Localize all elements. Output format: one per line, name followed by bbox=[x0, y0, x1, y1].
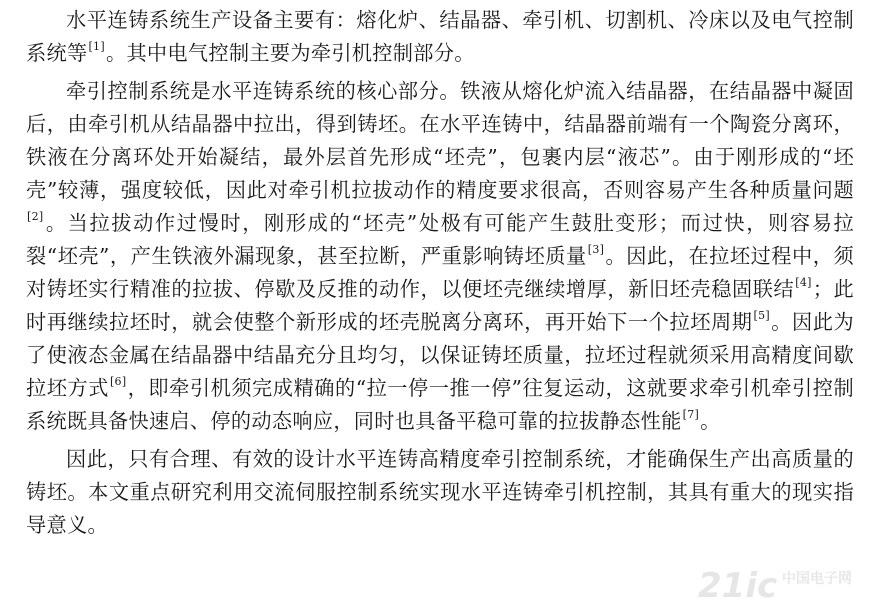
paragraph-text: 因此，只有合理、有效的设计水平连铸高精度牵引控制系统，才能确保生产出高质量的铸坯。本文重点研究利用交流伺服控制系统实现水平连铸牵引机控制，其具有重大的现实指导意义。 bbox=[26, 447, 854, 537]
citation-ref: [1] bbox=[88, 40, 105, 54]
citation-ref: [3] bbox=[587, 243, 605, 257]
paragraph-text: ，即牵引机须完成精确的“拉一停一推一停”往复运动，这就要求牵引机牵引控制系统既具备快速启、停的动态响应，同时也具备平稳可靠的拉拔静态性能 bbox=[26, 376, 855, 433]
citation-ref: [6] bbox=[109, 375, 127, 389]
paragraph-text: 。其中电气控制主要为牵引机控制部分。 bbox=[105, 41, 475, 65]
paragraph-text: 。因此，在拉坯过程中，须对铸坯实行精准的拉拔、停歇及反推的动作，以便坯壳继续增厚，新旧坯壳稳固联结 bbox=[26, 244, 854, 301]
paragraph-text: 。因此为了使液态金属在结晶器中结晶充分且均匀，以保证铸坯质量，拉坯过程就须采用高精度间歇拉坯方式 bbox=[26, 310, 854, 400]
paragraph-text: ；此时再继续拉坯时，就会使整个新形成的坯壳脱离分离环，再开始下一个拉坯周期 bbox=[26, 277, 854, 334]
paragraph-text: 。当拉拔动作过慢时，刚形成的“坯壳”处极有可能产生鼓肚变形；而过快，则容易拉裂“坯壳”，产生铁液外漏现象，甚至拉断，严重影响铸坯质量 bbox=[26, 211, 854, 268]
paragraph bbox=[26, 443, 854, 542]
watermark-sub: 中国电子网 bbox=[782, 571, 852, 587]
watermark-logo bbox=[694, 563, 864, 605]
paragraph-text: 水平连铸系统生产设备主要有：熔化炉、结晶器、牵引机、切割机、冷床以及电气控制系统等 bbox=[26, 8, 854, 65]
citation-ref: [7] bbox=[682, 408, 700, 422]
citation-ref: [2] bbox=[27, 210, 44, 224]
paragraph-text: 。 bbox=[700, 409, 721, 433]
citation-ref: [4] bbox=[795, 276, 812, 290]
watermark-brand: 21ic bbox=[698, 566, 778, 605]
paragraph-text: 牵引控制系统是水平连铸系统的核心部分。铁液从熔化炉流入结晶器，在结晶器中凝固后，由牵引机从结晶器中拉出，得到铸坯。在水平连铸中，结晶器前端有一个陶瓷分离环，铁液在分离环处开始凝结，最外层首先形成“坯壳”，包裹内层“液芯”。由于刚形成的“坯壳”较薄，强度较低，因此对牵引机拉拔动作的精度要求很高，否则容易产生各种质量问题 bbox=[26, 79, 854, 202]
paragraph bbox=[26, 4, 854, 70]
paragraph bbox=[26, 75, 854, 438]
document-body bbox=[26, 4, 854, 542]
citation-ref: [5] bbox=[753, 309, 770, 323]
